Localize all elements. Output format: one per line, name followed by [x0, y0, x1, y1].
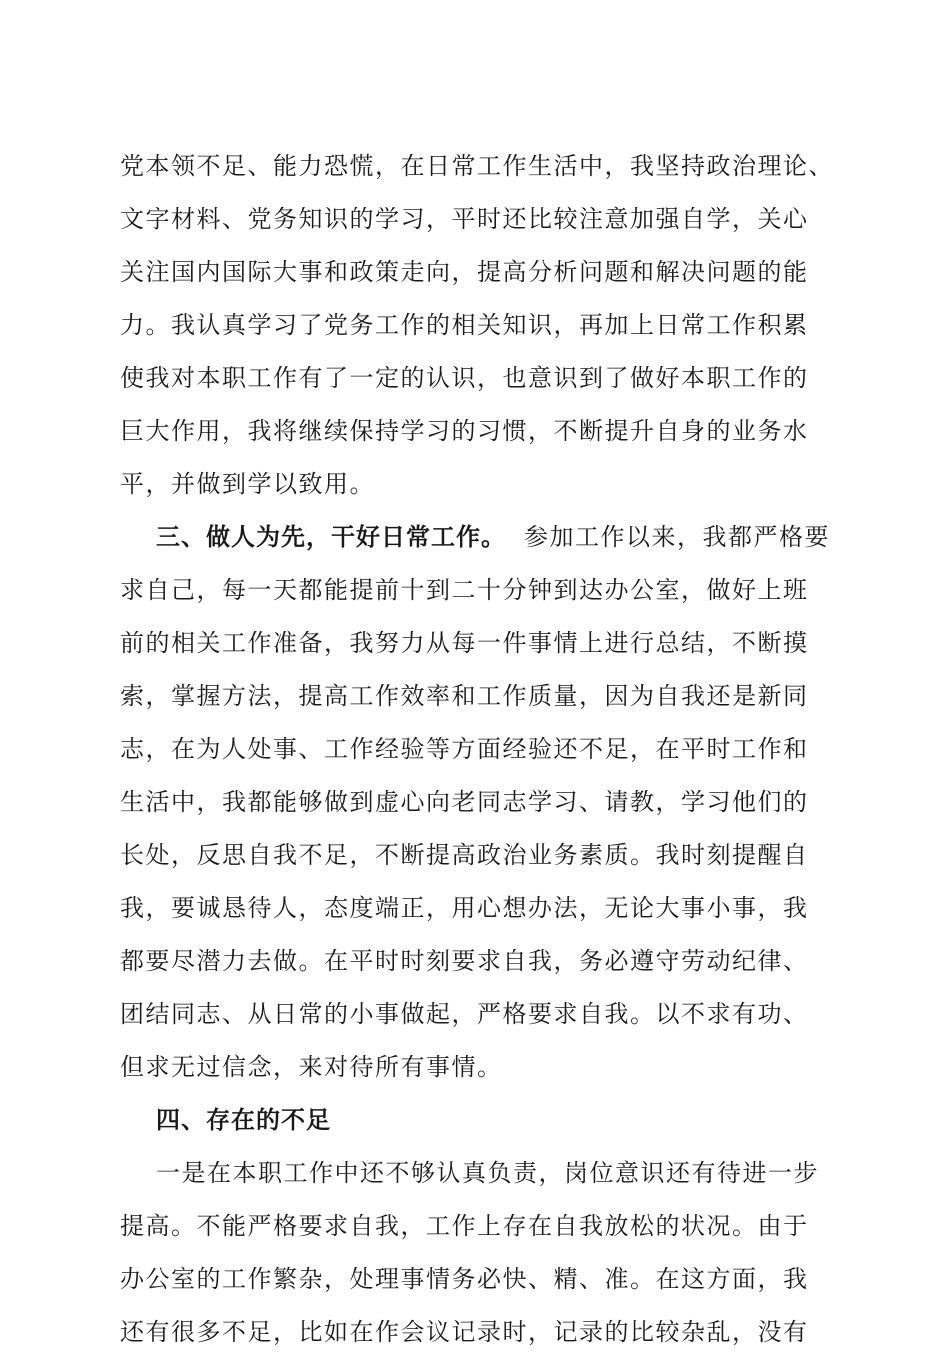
text-line: 巨大作用，我将继续保持学习的习惯，不断提升自身的业务水 — [120, 417, 809, 445]
section-4-heading: 四、存在的不足 — [156, 1106, 331, 1134]
text-line: 生活中，我都能够做到虚心向老同志学习、请教，学习他们的 — [120, 788, 809, 816]
text-line: 力。我认真学习了党务工作的相关知识，再加上日常工作积累 — [120, 311, 809, 339]
text-line: 团结同志、从日常的小事做起，严格要求自我。以不求有功、 — [120, 1000, 809, 1028]
text-line: 党本领不足、能力恐慌，在日常工作生活中，我坚持政治理论、 — [120, 152, 834, 180]
section-3-first-line — [120, 511, 830, 564]
text-line: 办公室的工作繁杂，处理事情务必快、精、准。在这方面，我 — [120, 1265, 809, 1293]
text-line: 使我对本职工作有了一定的认识，也意识到了做好本职工作的 — [120, 364, 809, 392]
text-line: 都要尽潜力去做。在平时时刻要求自我，务必遵守劳动纪律、 — [120, 947, 809, 975]
text-line: 长处，反思自我不足，不断提高政治业务素质。我时刻提醒自 — [120, 841, 809, 869]
text-segment: 参加工作以来，我都严格要 — [524, 523, 830, 551]
text-line: 但求无过信念，来对待所有事情。 — [120, 1053, 503, 1081]
text-line: 志，在为人处事、工作经验等方面经验还不足，在平时工作和 — [120, 735, 809, 763]
text-line: 平，并做到学以致用。 — [120, 470, 375, 498]
text-line: 还有很多不足，比如在作会议记录时，记录的比较杂乱，没有 — [120, 1318, 809, 1346]
text-line: 关注国内国际大事和政策走向，提高分析问题和解决问题的能 — [120, 258, 809, 286]
text-line: 索，掌握方法，提高工作效率和工作质量，因为自我还是新同 — [120, 682, 809, 710]
text-line: 我，要诚恳待人，态度端正，用心想办法，无论大事小事，我 — [120, 894, 809, 922]
document-body — [120, 140, 834, 1359]
text-line: 提高。不能严格要求自我，工作上存在自我放松的状况。由于 — [120, 1212, 809, 1240]
text-line: 一是在本职工作中还不够认真负责，岗位意识还有待进一步 — [156, 1159, 819, 1187]
text-line: 求自己，每一天都能提前十到二十分钟到达办公室，做好上班 — [120, 576, 809, 604]
text-line: 文字材料、党务知识的学习，平时还比较注意加强自学，关心 — [120, 205, 809, 233]
section-3-heading: 三、做人为先，干好日常工作。 — [156, 523, 506, 551]
text-line: 前的相关工作准备，我努力从每一件事情上进行总结，不断摸 — [120, 629, 809, 657]
